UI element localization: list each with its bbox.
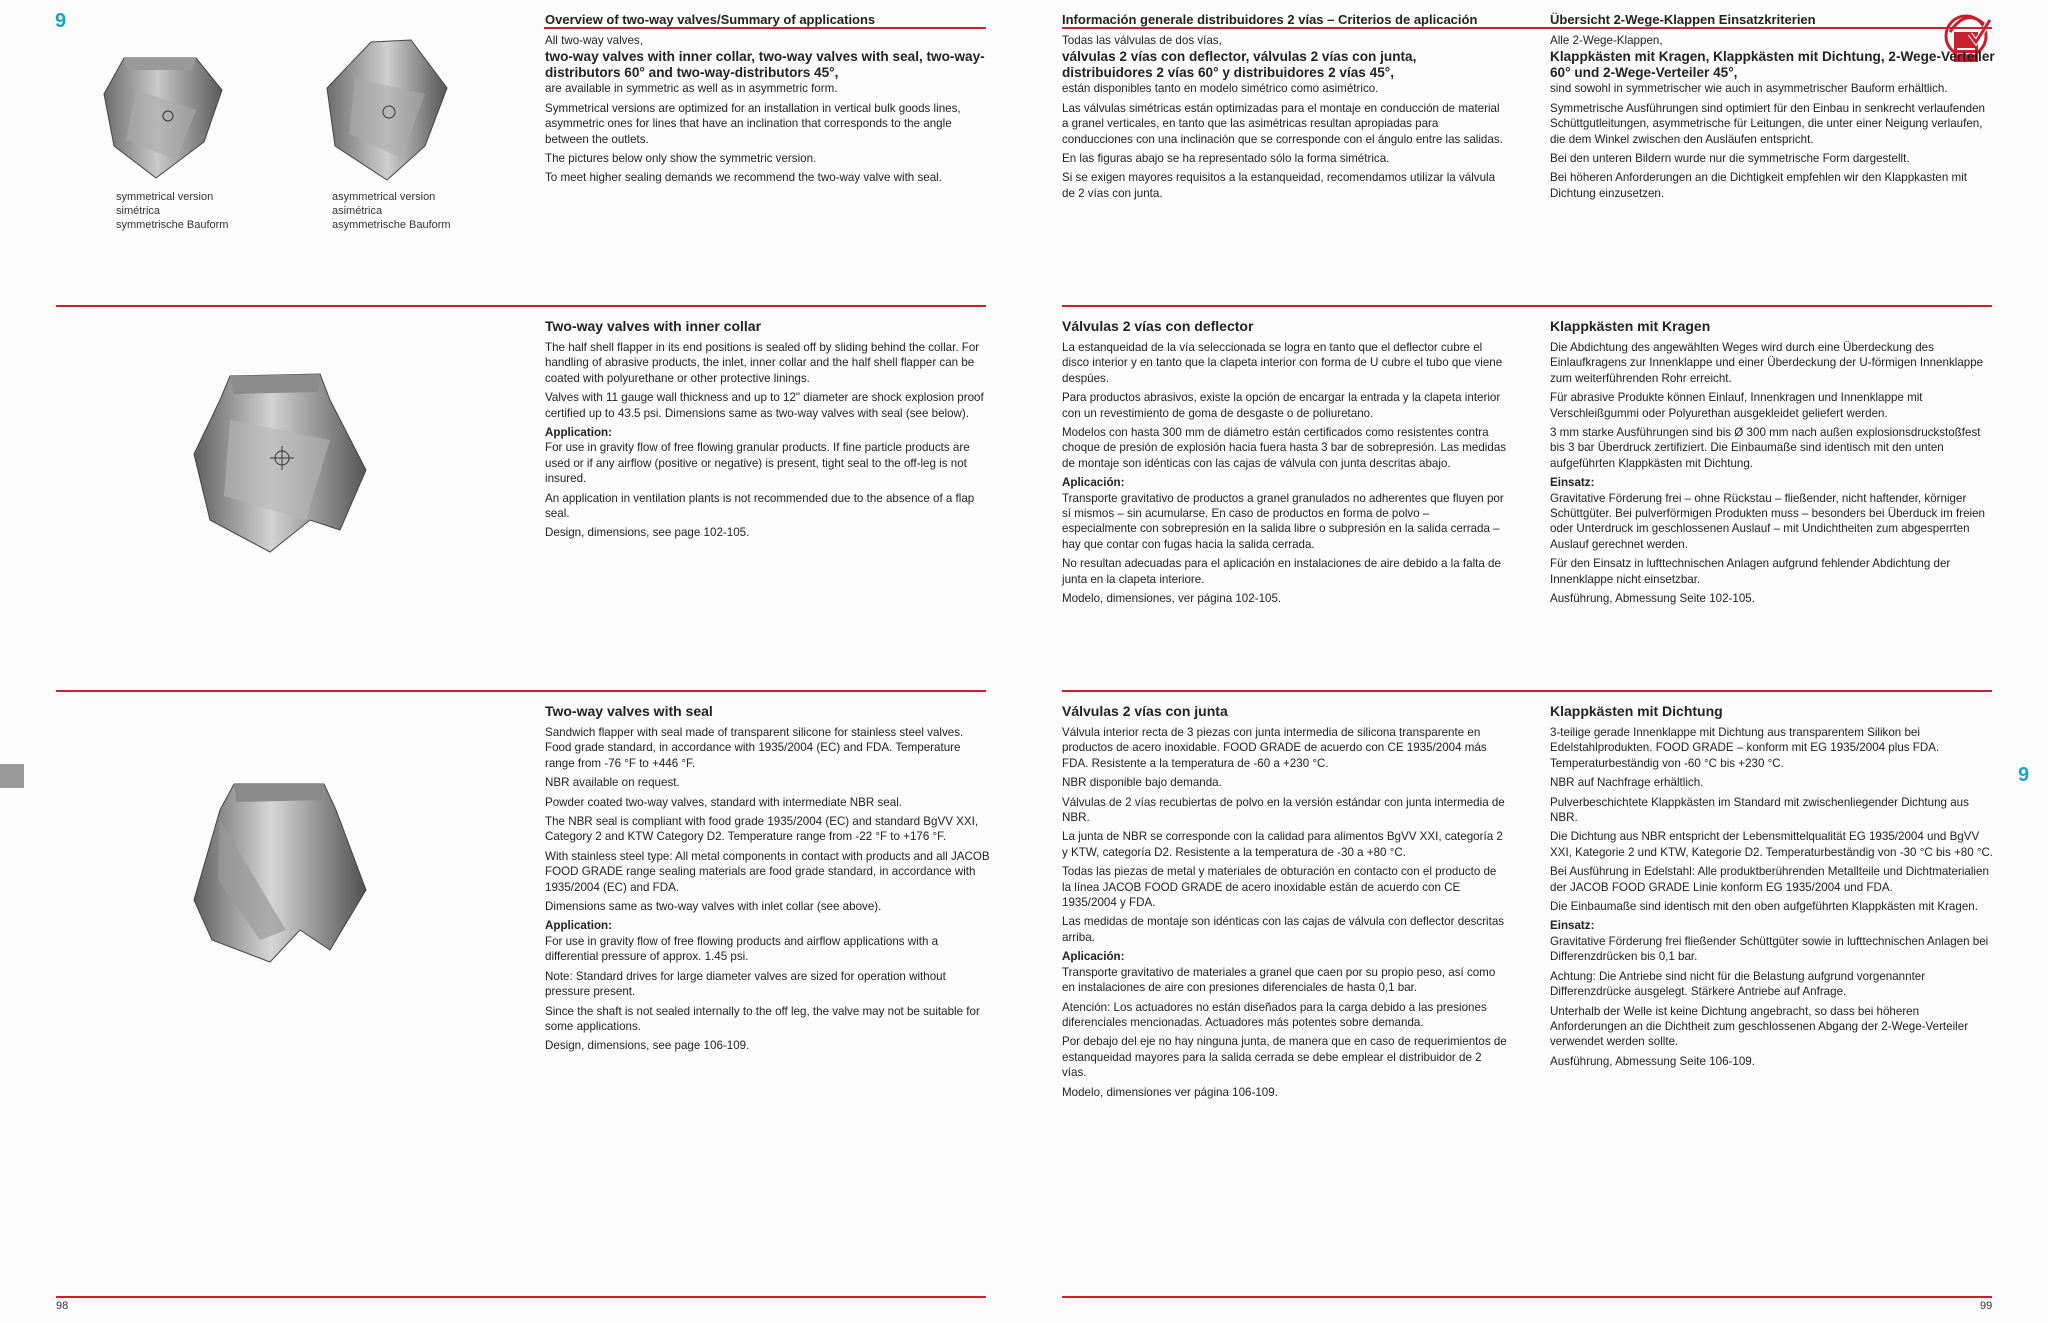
valve-with-seal-image bbox=[190, 780, 370, 965]
section3-de bbox=[1550, 703, 1995, 1073]
paragraph: Note: Standard drives for large diameter valves are sized for operation without pressure present. bbox=[545, 969, 946, 999]
caption-line: symmetrical version bbox=[116, 191, 214, 203]
paragraph: 3-teilige gerade Innenklappe mit Dichtung aus transparentem Silikon bei Edelstahlprodukten. FOOD GRADE – konform mit EG 1935/2004 plus FDA. Temperaturbeständig von -60 °C bis +230 °C. bbox=[1550, 726, 1940, 770]
caption-line: symmetrische Bauform bbox=[116, 219, 229, 231]
section1-es bbox=[1062, 11, 1507, 205]
section3-rule-right bbox=[1062, 690, 1992, 692]
paragraph: The half shell flapper in its end positions is sealed off by sliding behind the collar. For handling of abrasive products, the inlet, inner collar and the half shell flapper can be coated with polyurethane or other protective linings. bbox=[545, 341, 980, 385]
valve-asymmetric-image bbox=[315, 38, 455, 186]
paragraph: Ausführung, Abmessung Seite 102-105. bbox=[1550, 592, 1755, 606]
section2-rule-right bbox=[1062, 305, 1992, 307]
section1-en bbox=[545, 11, 990, 190]
paragraph: The NBR seal is compliant with food grade 1935/2004 (EC) and standard BgVV XXI, Category 2 and KTW Category D2. Temperature range from -22 °F to +176 °F. bbox=[545, 815, 979, 844]
section-title: Two-way valves with seal bbox=[545, 703, 713, 719]
paragraph: En las figuras abajo se ha representado sólo la forma simétrica. bbox=[1062, 152, 1390, 166]
section-title: Overview of two-way valves/Summary of applications bbox=[545, 12, 876, 27]
paragraph: Gravitative Förderung frei fließender Schüttgüter sowie in lufttechnischen Anlagen bei Differenzdrücken bis 0,1 bar. bbox=[1550, 934, 1989, 964]
section2-de bbox=[1550, 318, 1995, 611]
caption-line: asymmetrical version bbox=[332, 191, 436, 203]
caption-line: asimétrica bbox=[332, 205, 383, 217]
paragraph: Todas las válvulas de dos vías, bbox=[1062, 34, 1222, 47]
paragraph: Für abrasive Produkte können Einlauf, Innenkragen und Innenklappe mit Verschleißgummi oder Polyurethan ausgekleidet geliefert werden. bbox=[1550, 391, 1923, 420]
paragraph: están disponibles tanto en modelo simétrico como asimétrico. bbox=[1062, 82, 1379, 96]
application-label: Application: bbox=[545, 919, 612, 933]
paragraph: NBR available on request. bbox=[545, 776, 680, 790]
paragraph: sind sowohl in symmetrischer wie auch in asymmetrischer Bauform erhältlich. bbox=[1550, 82, 1948, 96]
paragraph: Ausführung, Abmessung Seite 106-109. bbox=[1550, 1054, 1755, 1068]
application-label: Application: bbox=[545, 426, 612, 440]
caption-symmetric bbox=[116, 190, 228, 232]
paragraph: Si se exigen mayores requisitos a la estanqueidad, recomendamos utilizar la válvula de 2 vías con junta. bbox=[1062, 171, 1496, 200]
chapter-tab-marker bbox=[0, 764, 24, 788]
paragraph: Die Dichtung aus NBR entspricht der Lebensmittelqualität EG 1935/2004 und BgVV XXI, Kategorie 2 und KTW, Kategorie D2. Temperaturbeständig von -30 °C bis +80 °C. bbox=[1550, 830, 1994, 859]
valve-inner-collar-image bbox=[190, 370, 370, 555]
chapter-number-left: 9 bbox=[55, 10, 67, 32]
paragraph: are available in symmetric as well as in asymmetric form. bbox=[545, 82, 838, 96]
bold-paragraph: válvulas 2 vías con deflector, válvulas 2 vías con junta, distribuidores 2 vías 60° y distribuidores 2 vías 45°, bbox=[1062, 49, 1417, 81]
section-title: Válvulas 2 vías con junta bbox=[1062, 703, 1228, 719]
section3-en bbox=[545, 703, 990, 1058]
paragraph: Modelos con hasta 300 mm de diámetro están certificados como resistentes contra choque de presión de explosión hacia fuera hasta 3 bar de sobrepresión. Las medidas de montaje son idénticas con las cajas de válvula con junta descritas abajo. bbox=[1062, 426, 1507, 470]
paragraph: Transporte gravitativo de materiales a granel que caen por su propio peso, así como en instalaciones de aire con presiones diferenciales de hasta 0,1 bar. bbox=[1062, 965, 1496, 995]
paragraph: For use in gravity flow of free flowing granular products. If fine particle products are used or if any airflow (positive or negative) is present, tight seal to the off-leg is not insured. bbox=[545, 441, 970, 486]
paragraph: Modelo, dimensiones, ver página 102-105. bbox=[1062, 592, 1282, 606]
valve-symmetric-image bbox=[96, 50, 236, 185]
paragraph: Unterhalb der Welle ist keine Dichtung angebracht, so dass bei höheren Anforderungen an die Dichtheit zum geschlossenen Abgang der 2-Wege-Verteiler verwendet werden sollte. bbox=[1550, 1004, 1969, 1049]
paragraph: Válvulas de 2 vías recubiertas de polvo en la versión estándar con junta intermedia de NBR. bbox=[1062, 795, 1505, 825]
paragraph: Symmetrical versions are optimized for an installation in vertical bulk goods lines, asymmetric ones for lines that have an inclination that corresponds to the angle between the outlets. bbox=[545, 101, 961, 146]
section3-es bbox=[1062, 703, 1507, 1104]
paragraph: Für den Einsatz in lufttechnischen Anlagen aufgrund fehlender Abdichtung der Innenklappe nicht einsetzbar. bbox=[1550, 557, 1951, 586]
paragraph: Pulverbeschichtete Klappkästen im Standard mit zwischenliegender Dichtung aus NBR. bbox=[1550, 795, 1969, 825]
paragraph: Achtung: Die Antriebe sind nicht für die Belastung aufgrund vorgenannter Differenzdrücke ausgelegt. Stärkere Antriebe auf Anfrage. bbox=[1550, 969, 1926, 999]
application-label: Aplicación: bbox=[1062, 476, 1125, 490]
paragraph: An application in ventilation plants is not recommended due to the absence of a flap seal. bbox=[545, 491, 975, 521]
paragraph: Design, dimensions, see page 102-105. bbox=[545, 526, 750, 540]
paragraph: With stainless steel type: All metal components in contact with products and all JACOB FOOD GRADE range sealing materials are food grade standard, in accordance with 1935/2004 (EC) and FDA. bbox=[545, 849, 990, 894]
paragraph: Die Einbaumaße sind identisch mit den oben aufgeführten Klappkästen mit Kragen. bbox=[1550, 900, 1978, 914]
paragraph: Powder coated two-way valves, standard with intermediate NBR seal. bbox=[545, 795, 902, 809]
paragraph: Die Abdichtung des angewählten Weges wird durch eine Überdeckung des Einlaufkragens zur Innenklappe und einer Überdeckung der U-förmigen Innenklappe zum weiterführenden Rohr erreicht. bbox=[1550, 341, 1984, 385]
section-title: Información generale distribuidores 2 vías – Criterios de aplicación bbox=[1062, 12, 1478, 27]
paragraph: No resultan adecuadas para el aplicación en instalaciones de aire debido a la falta de junta en la clapeta interiore. bbox=[1062, 557, 1501, 586]
section-title: Two-way valves with inner collar bbox=[545, 318, 762, 334]
caption-line: simétrica bbox=[116, 205, 161, 217]
page-number-right: 99 bbox=[1980, 1300, 1993, 1312]
paragraph: La estanqueidad de la vía seleccionada se logra en tanto que el deflector cubre el disco interior y en tanto que la clapeta interior con forma de U cubre el tubo que viene despúes. bbox=[1062, 341, 1503, 385]
bold-paragraph: two-way valves with inner collar, two-way valves with seal, two-way-distributors 60° and two-way-distributors 45°, bbox=[545, 49, 985, 81]
paragraph: Transporte gravitativo de productos a granel granulados no adherentes que fluyen por sí mismos – sin acumularse. En caso de productos en forma de polvo – especialmente con sobrepresión en la salida libre o subpresión en la salida cerrada – hay que contar con fugas hacia la salida cerrada. bbox=[1062, 491, 1504, 551]
paragraph: Válvula interior recta de 3 piezas con junta intermedia de silicona transparente en productos de acero inoxidable. FOOD GRADE de acuerdo con CE 1935/2004 más FDA. Resistente a la temperatura de -60 a +230 °C. bbox=[1062, 726, 1487, 770]
paragraph: NBR auf Nachfrage erhältlich. bbox=[1550, 776, 1704, 790]
paragraph: Design, dimensions, see page 106-109. bbox=[545, 1039, 750, 1053]
paragraph: Por debajo del eje no hay ninguna junta, de manera que en caso de requerimientos de estanqueidad mayores para la salida cerrada se debe emplear el distribuidor de 2 vías. bbox=[1062, 1035, 1507, 1080]
page-number-left: 98 bbox=[56, 1300, 69, 1312]
paragraph: Sandwich flapper with seal made of transparent silicone for stainless steel valves. Food grade standard, in accordance with 1935/2004 (EC) and FDA. Temperature range from -76 °F to +446 °F. bbox=[545, 726, 964, 770]
paragraph: Gravitative Förderung frei – ohne Rückstau – fließender, nicht haftender, körniger Schüttgüter. Bei pulverförmigen Produkten muss – besonders bei Überduck im freien oder Unterdruck im geschlossenen Auslauf – mit Undichtheiten zum abgesperrten Auslauf gerechnet werden. bbox=[1550, 491, 1985, 551]
paragraph: Para productos abrasivos, existe la opción de encargar la entrada y la clapeta interior con un revestimiento de goma de desgaste o de poliuretano. bbox=[1062, 391, 1501, 420]
paragraph: Las medidas de montaje son idénticas con las cajas de válvula con deflector descritas arriba. bbox=[1062, 915, 1505, 944]
paragraph: Symmetrische Ausführungen sind optimiert für den Einbau in senkrecht verlaufenden Schüttgutleitungen, asymmetrische für Leitungen, die unter einer Neigung verlaufen, die dem Winkel zwischen den Ausläufen entspricht. bbox=[1550, 101, 1986, 146]
paragraph: Since the shaft is not sealed internally to the off leg, the valve may not be suitable for some applications. bbox=[545, 1004, 980, 1033]
paragraph: Todas las piezas de metal y materiales de obturación en contacto con el producto de la línea JACOB FOOD GRADE de acero inoxidable están de acuerdo con CE 1935/2004 y FDA. bbox=[1062, 865, 1497, 910]
paragraph: Alle 2-Wege-Klappen, bbox=[1550, 34, 1663, 47]
paragraph: All two-way valves, bbox=[545, 34, 643, 47]
section2-es bbox=[1062, 318, 1507, 611]
chapter-number-right: 9 bbox=[2018, 764, 2030, 786]
section1-de bbox=[1550, 11, 1995, 205]
section-title: Übersicht 2-Wege-Klappen Einsatzkriterien bbox=[1550, 12, 1816, 27]
paragraph: The pictures below only show the symmetric version. bbox=[545, 152, 817, 166]
paragraph: Bei höheren Anforderungen an die Dichtigkeit empfehlen wir den Klappkasten mit Dichtung einzusetzen. bbox=[1550, 171, 1967, 200]
paragraph: La junta de NBR se corresponde con la calidad para alimentos BgVV XXI, categoría 2 y KTW, categoría D2. Resistente a la temperatura de -30 a +80 °C. bbox=[1062, 830, 1503, 859]
paragraph: 3 mm starke Ausführungen sind bis Ø 300 mm nach außen explosionsdruckstoßfest bis 3 bar Überdruck zertifiziert. Die Einbaumaße sind identisch mit den unten aufgeführten Klappkästen mit Dichtung. bbox=[1550, 426, 1981, 470]
application-label: Einsatz: bbox=[1550, 476, 1595, 490]
paragraph: For use in gravity flow of free flowing products and airflow applications with a differential pressure of approx. 1.45 psi. bbox=[545, 934, 939, 964]
bottom-rule-left bbox=[56, 1296, 986, 1298]
section2-en bbox=[545, 318, 990, 545]
paragraph: Atención: Los actuadores no están diseñados para la carga debido a las presiones diferenciales mencionadas. Actuadores más potentes sobre demanda. bbox=[1062, 1000, 1487, 1029]
section-title: Klappkästen mit Dichtung bbox=[1550, 703, 1723, 719]
application-label: Einsatz: bbox=[1550, 919, 1595, 933]
application-label: Aplicación: bbox=[1062, 950, 1125, 964]
paragraph: Modelo, dimensiones ver página 106-109. bbox=[1062, 1085, 1278, 1099]
section2-rule-left bbox=[56, 305, 986, 307]
section-title: Válvulas 2 vías con deflector bbox=[1062, 318, 1254, 334]
paragraph: Valves with 11 gauge wall thickness and up to 12" diameter are shock explosion proof certified up to 43.5 psi. Dimensions same as two-way valves with seal (see below). bbox=[545, 391, 984, 420]
paragraph: To meet higher sealing demands we recommend the two-way valve with seal. bbox=[545, 171, 942, 185]
section-title: Klappkästen mit Kragen bbox=[1550, 318, 1711, 334]
bottom-rule-right bbox=[1062, 1296, 1992, 1298]
bold-paragraph: Klappkästen mit Kragen, Klappkästen mit Dichtung, 2-Wege-Verteiler 60° und 2-Wege-Verteiler 45°, bbox=[1550, 49, 1995, 81]
paragraph: NBR disponible bajo demanda. bbox=[1062, 776, 1222, 790]
caption-line: asymmetrische Bauform bbox=[332, 219, 451, 231]
caption-asymmetric bbox=[332, 190, 451, 232]
paragraph: Bei den unteren Bildern wurde nur die symmetrische Form dargestellt. bbox=[1550, 152, 1910, 166]
paragraph: Dimensions same as two-way valves with inlet collar (see above). bbox=[545, 900, 882, 914]
paragraph: Las válvulas simétricas están optimizadas para el montaje en conducción de material a granel verticales, en tanto que las asimétricas resultan apropiadas para conducciones con una inclinación que se corresponde con el ángulo entre las salidas. bbox=[1062, 101, 1503, 146]
paragraph: Bei Ausführung in Edelstahl: Alle produktberührenden Metallteile und Dichtmaterialien der JACOB FOOD GRADE Linie konform EG 1935/2004 und FDA. bbox=[1550, 865, 1989, 894]
section3-rule-left bbox=[56, 690, 986, 692]
